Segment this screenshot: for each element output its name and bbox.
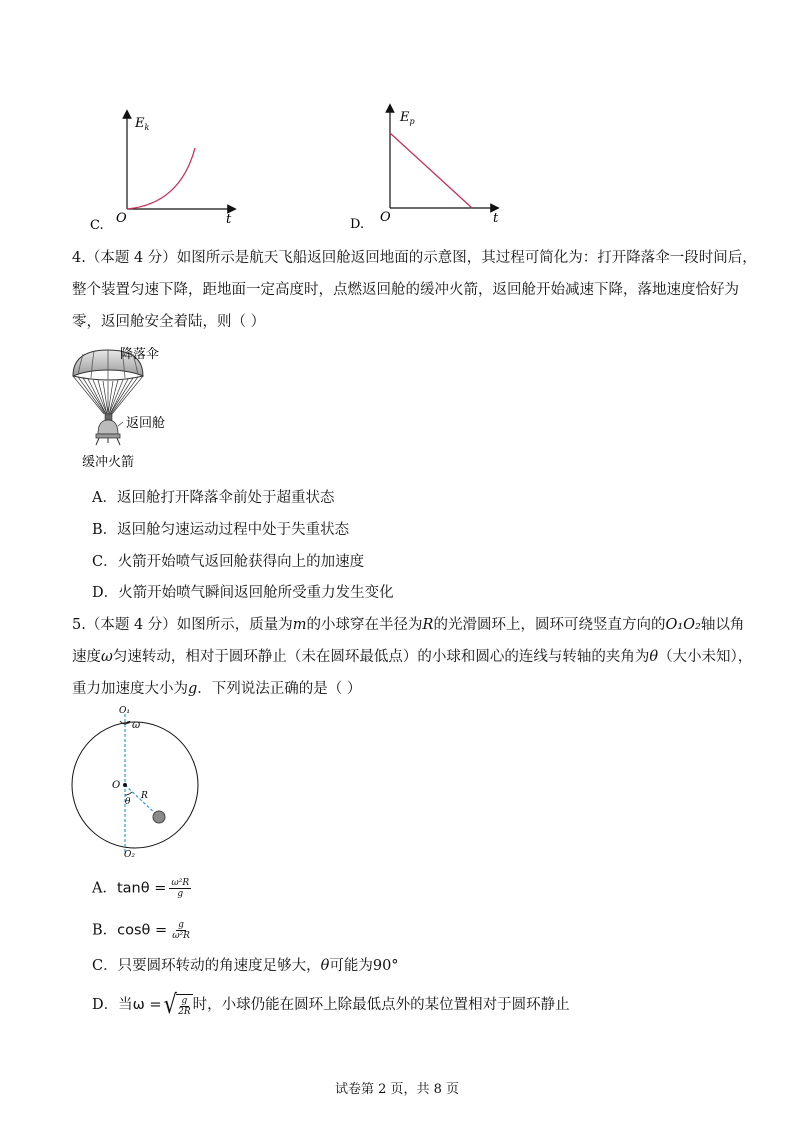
parachute-lines — [73, 376, 143, 414]
q5-stem-a: 5.（本题 4 分）如图所示，质量为 — [72, 617, 293, 633]
q5-fig-o2: O₂ — [124, 850, 135, 860]
q5-option-d-lhs: 当ω = — [118, 997, 162, 1013]
q5-option-d — [92, 992, 570, 1018]
q5-var-omega: ω — [101, 649, 113, 665]
graph-d-y-label: $E_p$ — [400, 110, 415, 126]
q5-var-theta: θ — [649, 649, 659, 665]
q5-option-a-label: A． — [92, 880, 117, 897]
q4-option-b — [92, 521, 349, 539]
q5-option-b-fraction — [170, 920, 192, 941]
graph-c-x-label: t — [226, 212, 232, 227]
q5-option-a-lhs: tanθ = — [116, 880, 167, 897]
q5-var-g: g — [188, 681, 198, 697]
q5-stem-line2-a: 速度 — [72, 649, 101, 665]
q5-var-r: R — [422, 617, 434, 633]
graph-c-option-label: C. — [90, 218, 104, 233]
q4-option-d-text: 火箭开始喷气瞬间返回舱所受重力发生变化 — [118, 585, 394, 601]
capsule-label: 返回舱 — [126, 416, 166, 431]
q5-option-b-num: g — [178, 920, 184, 930]
graph-c — [80, 100, 280, 235]
capsule-pointer — [118, 422, 123, 426]
q5-option-d-text: 时，小球仍能在圆环上除最低点外的某位置相对于圆环静止 — [192, 997, 570, 1013]
q4-option-a-label: A． — [92, 490, 117, 506]
q4-option-a-text: 返回舱打开降落伞前处于超重状态 — [116, 490, 335, 506]
graph-d-svg — [340, 100, 540, 235]
q5-ring-svg — [68, 700, 208, 865]
parachute-label: 降落伞 — [120, 347, 160, 362]
q5-axis-label: O₁O₂ — [665, 617, 701, 633]
q5-stem-line-1 — [72, 616, 744, 634]
page-footer: 试卷第 2 页，共 8 页 — [334, 1082, 460, 1097]
q4-option-c-text: 火箭开始喷气返回舱获得向上的加速度 — [117, 554, 365, 570]
q5-option-a — [92, 878, 191, 899]
q4-option-c-label: C． — [92, 554, 118, 570]
q5-stem-line2-b: 匀速转动，相对于圆环静止（未在圆环最低点）的小球和圆心的连线与转轴的夹角为 — [112, 649, 650, 665]
q5-option-a-num: ω²R — [171, 878, 190, 888]
q5-option-c-text-b: 可能为90° — [329, 958, 399, 974]
q5-option-a-den: g — [177, 889, 184, 899]
q5-stem-line2-c: （大小未知）， — [658, 649, 753, 665]
q5-fig-omega: ω — [132, 720, 141, 731]
graph-c-curve — [127, 148, 195, 209]
q5-fig-theta: θ — [125, 797, 131, 807]
q5-option-b-den: ω²R — [172, 931, 190, 941]
q5-option-d-den: 2R — [178, 1006, 191, 1017]
q5-stem-b: 的小球穿在半径为 — [306, 617, 423, 633]
q5-option-b-lhs: cosθ = — [117, 922, 168, 939]
ball — [153, 811, 165, 823]
q5-stem-d: 轴以角 — [700, 617, 745, 633]
q4-stem-line-3: 零，返回舱安全着陆，则（ ） — [72, 314, 266, 330]
q5-stem-line3-a: 重力加速度大小为 — [72, 681, 188, 697]
q5-option-c — [92, 957, 399, 975]
graph-c-y-label: $E_k$ — [135, 116, 150, 132]
q5-stem-line3-b: ．下列说法正确的是（ ） — [197, 681, 362, 697]
q5-option-b — [92, 920, 192, 941]
q5-fig-r: R — [141, 791, 148, 801]
q5-figure — [68, 700, 208, 865]
q5-option-d-sqrt — [162, 992, 193, 1018]
q5-option-a-fraction — [169, 878, 191, 899]
sqrt-radical-icon: √ — [163, 990, 177, 1020]
graph-c-origin: O — [116, 211, 127, 226]
q4-figure — [68, 342, 208, 472]
graph-d-option-label: D. — [350, 217, 365, 232]
q4-option-a — [92, 489, 334, 507]
graph-d — [340, 100, 540, 235]
graph-c-svg — [80, 100, 280, 235]
q5-option-d-num: g — [181, 995, 188, 1006]
q4-parachute-svg — [68, 342, 208, 472]
q4-option-d — [92, 584, 394, 602]
q4-option-b-text: 返回舱匀速运动过程中处于失重状态 — [117, 522, 350, 538]
q4-option-c — [92, 553, 364, 571]
q4-option-d-label: D． — [92, 585, 119, 601]
q5-fig-o: O — [112, 780, 121, 791]
q5-option-b-label: B． — [92, 922, 118, 939]
q5-stem-line-2 — [72, 648, 752, 666]
q5-fig-o1: O₁ — [119, 706, 130, 716]
q5-stem-c: 的光滑圆环上，圆环可绕竖直方向的 — [433, 617, 666, 633]
q4-option-b-label: B． — [92, 522, 118, 538]
graph-d-origin: O — [380, 210, 391, 225]
q5-option-c-text-a: 只要圆环转动的角速度足够大， — [117, 958, 321, 974]
q5-option-c-label: C． — [92, 958, 118, 974]
theta-arc — [125, 792, 132, 795]
return-capsule — [96, 414, 120, 445]
graph-d-x-label: t — [493, 211, 499, 226]
q5-option-c-theta: θ — [320, 958, 330, 974]
graph-d-line — [390, 133, 472, 208]
q5-stem-line-3 — [72, 680, 361, 698]
ring-circle — [72, 722, 198, 848]
q4-stem-line-1: 4.（本题 4 分）如图所示是航天飞船返回舱返回地面的示意图，其过程可简化为：打开降落伞一段时间后， — [72, 250, 757, 266]
q5-var-m: m — [292, 617, 307, 633]
ring-center-dot — [123, 783, 127, 787]
rocket-label: 缓冲火箭 — [82, 455, 135, 470]
q5-option-d-label: D． — [92, 997, 119, 1013]
q4-stem-line-2: 整个装置匀速下降，距地面一定高度时，点燃返回舱的缓冲火箭，返回舱开始减速下降，落地速度恰好为 — [72, 282, 739, 298]
